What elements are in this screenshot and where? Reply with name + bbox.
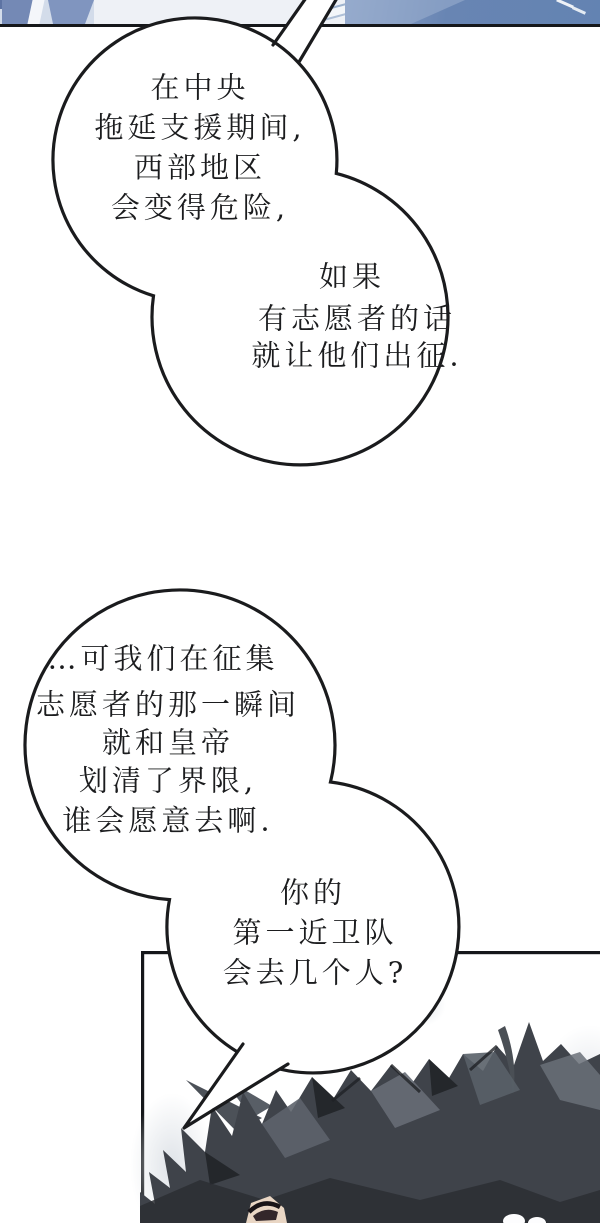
bubble2-line7: 第一近卫队 <box>232 915 398 950</box>
bubble1-line6: 有志愿者的话 <box>257 301 457 336</box>
bubble2-line1: …可我们在征集 <box>47 641 279 676</box>
bubble1-line7: 就让他们出征. <box>251 338 463 373</box>
bubble1-line2: 拖延支援期间, <box>94 110 306 145</box>
bubble2-line4: 划清了界限, <box>78 763 258 798</box>
bubble2-line3: 就和皇帝 <box>101 725 235 760</box>
bubble1-line4: 会变得危险, <box>110 190 290 225</box>
bubble2-line2: 志愿者的那一瞬间 <box>35 687 301 722</box>
bubble2-line8: 会去几个人? <box>222 955 408 990</box>
bubble1-line1: 在中央 <box>150 70 250 105</box>
bubble2-line6: 你的 <box>279 875 347 910</box>
bubble2-line5: 谁会愿意去啊. <box>62 803 274 838</box>
speech-bubble-1 <box>53 18 448 465</box>
bubble1-line5: 如果 <box>318 259 386 294</box>
bubble1-line3: 西部地区 <box>133 150 267 185</box>
